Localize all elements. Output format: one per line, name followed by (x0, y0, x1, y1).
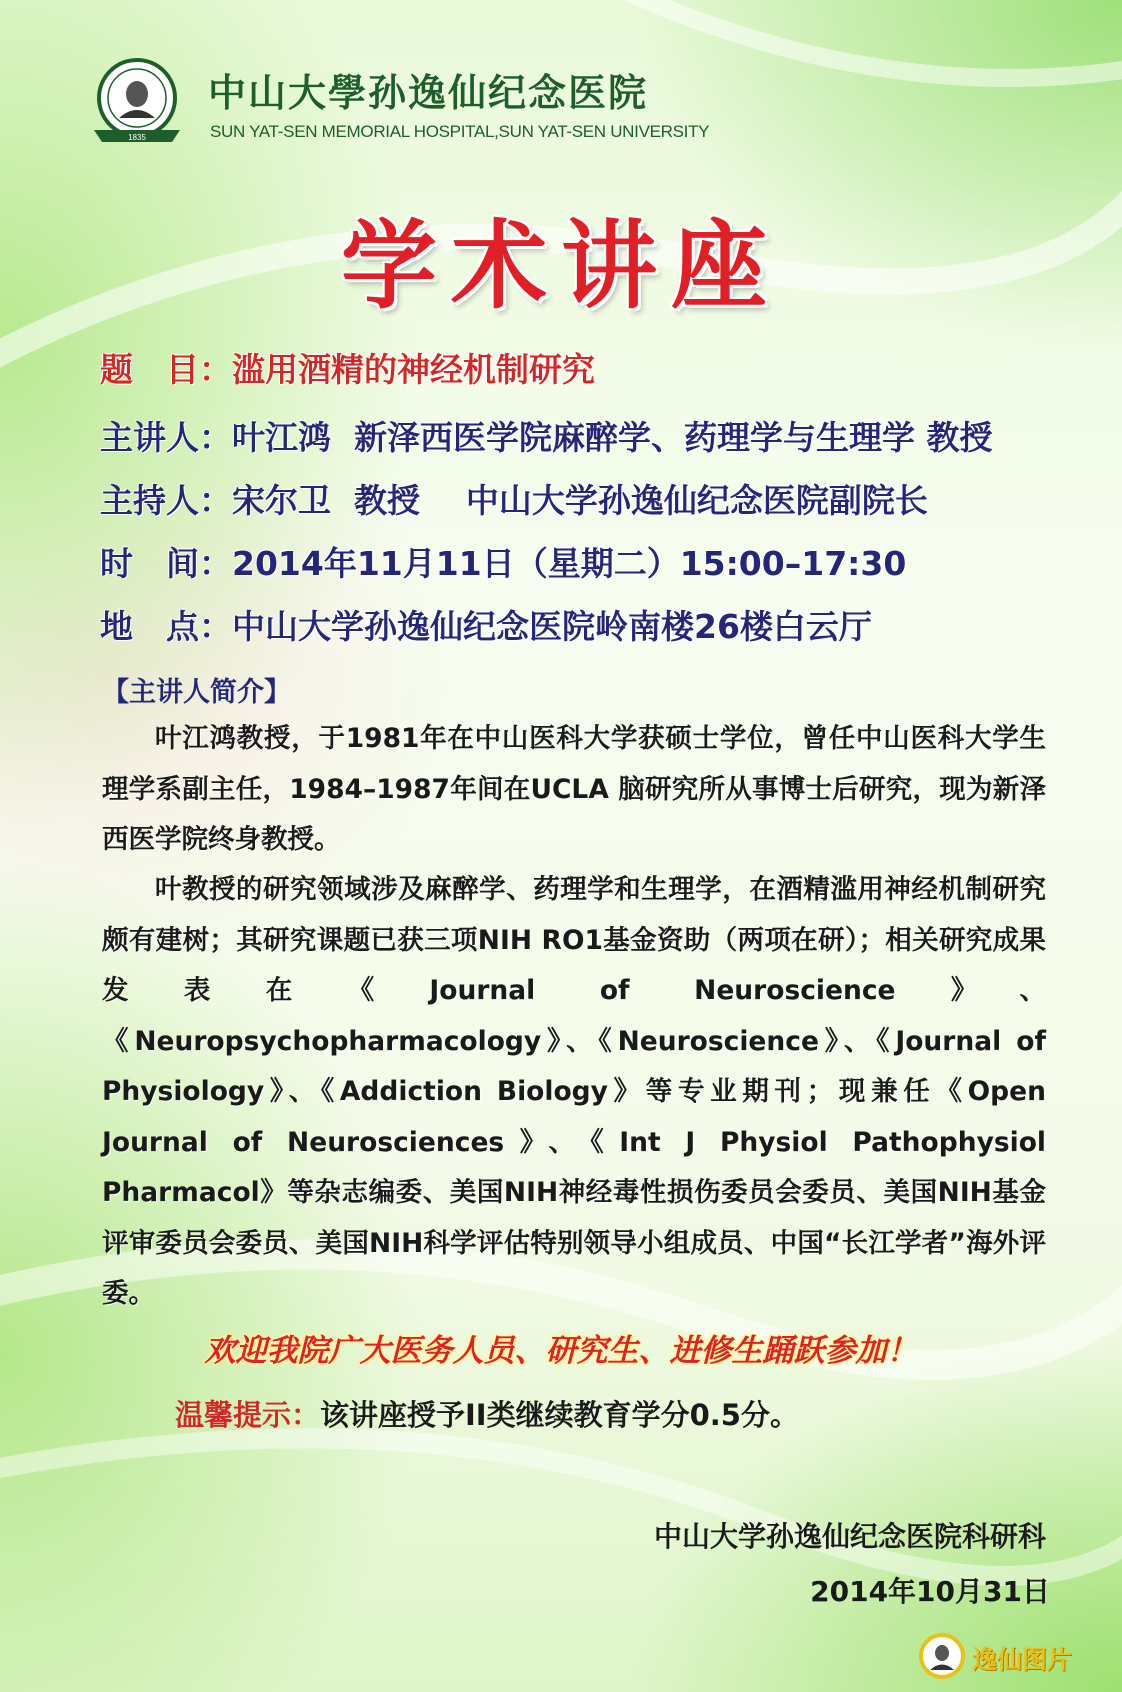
tip-label: 温馨提示： (175, 1398, 321, 1432)
intro-heading: 【主讲人简介】 (102, 677, 291, 708)
time-label: 时 间： (100, 544, 232, 583)
watermark-text: 逸仙图片 (972, 1645, 1073, 1674)
watermark (918, 1632, 1108, 1680)
hospital-emblem-icon (92, 56, 202, 146)
topic-value: 滥用酒精的神经机制研究 (232, 350, 595, 389)
place-row (100, 601, 872, 648)
watermark-portrait-icon (918, 1632, 966, 1680)
welcome-message: 欢迎我院广大医务人员、研究生、进修生踊跃参加！ (204, 1333, 918, 1369)
hospital-name-cn: 中山大學孙逸仙纪念医院 (208, 70, 649, 115)
time-value: 2014年11月11日（星期二）15:00–17:30 (232, 544, 907, 583)
topic-row (100, 344, 595, 391)
issue-date: 2014年10月31日 (810, 1575, 1050, 1608)
logo-year: 1835 (128, 133, 146, 142)
speaker-row (100, 412, 992, 459)
tip-text: 该讲座授予II类继续教育学分0.5分。 (320, 1398, 799, 1432)
tip-line (175, 1393, 799, 1434)
place-label: 地 点： (100, 607, 232, 646)
intro-paragraph-1: 叶江鸿教授，于1981年在中山医科大学获硕士学位，曾任中山医科大学生理学系副主任，1984–1987年间在UCLA 脑研究所从事博士后研究，现为新泽西医学院终身教授。 (102, 723, 1046, 855)
host-value: 宋尔卫 教授 中山大学孙逸仙纪念医院副院长 (232, 481, 928, 520)
page-title: 学术讲座 (341, 210, 781, 322)
hospital-name-en: SUN YAT-SEN MEMORIAL HOSPITAL,SUN YAT-SEN UNIVERSITY (210, 122, 710, 141)
topic-label: 题 目： (100, 350, 232, 389)
hospital-logo (92, 56, 732, 146)
host-row (100, 475, 928, 522)
time-row (100, 538, 906, 585)
speaker-value: 叶江鸿 新泽西医学院麻醉学、药理学与生理学 教授 (232, 418, 993, 457)
intro-paragraph-2: 叶教授的研究领域涉及麻醉学、药理学和生理学，在酒精滥用神经机制研究颇有建树；其研究课题已获三项NIH RO1基金资助（两项在研）；相关研究成果发表在《Journal of Neuroscience》、《Neuropsychopharmacology》、《Neuroscience》、《Journal of Physiology》、《Addiction Biology》等专业期刊；现兼任《Open Journal of Neurosciences》、《Int J Physiol Pathophysiol Pharmacol》等杂志编委、美国NIH神经毒性损伤委员会委员、美国NIH基金评审委员会委员、美国NIH科学评估特别领导小组成员、中国“长江学者”海外评委。 (102, 874, 1046, 1309)
host-label: 主持人： (100, 481, 232, 520)
place-value: 中山大学孙逸仙纪念医院岭南楼26楼白云厅 (232, 607, 872, 646)
issuing-department: 中山大学孙逸仙纪念医院科研科 (653, 1520, 1046, 1553)
speaker-label: 主讲人： (100, 418, 232, 457)
